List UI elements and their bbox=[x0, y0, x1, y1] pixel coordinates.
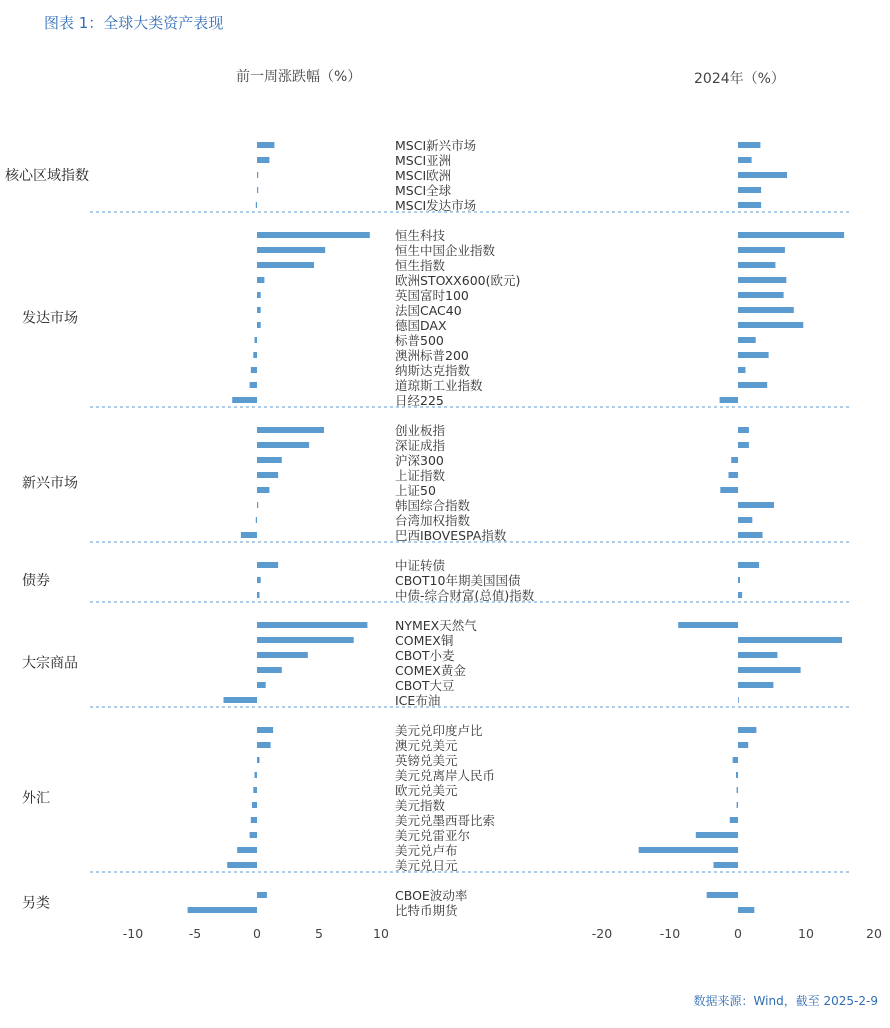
category-label: 美元兑离岸人民币 bbox=[395, 768, 496, 783]
category-label: 台湾加权指数 bbox=[395, 513, 471, 528]
category-label: 美元指数 bbox=[395, 798, 446, 813]
category-label: 美元兑卢布 bbox=[395, 843, 458, 858]
bar-week bbox=[257, 562, 278, 568]
bar-2024 bbox=[738, 727, 756, 733]
bar-2024 bbox=[738, 592, 742, 598]
tick-label: 0 bbox=[734, 926, 742, 941]
bar-2024 bbox=[738, 442, 749, 448]
bar-week bbox=[224, 697, 258, 703]
bar-2024 bbox=[738, 232, 844, 238]
bar-2024 bbox=[738, 682, 773, 688]
bar-2024 bbox=[738, 697, 739, 703]
bar-week bbox=[251, 817, 257, 823]
bar-week bbox=[257, 322, 261, 328]
bar-2024 bbox=[738, 172, 787, 178]
bar-week bbox=[256, 202, 257, 208]
group-label: 债券 bbox=[22, 573, 50, 589]
category-label: 美元兑墨西哥比索 bbox=[395, 813, 496, 828]
category-label: CBOE波动率 bbox=[395, 888, 468, 903]
bar-2024 bbox=[738, 157, 752, 163]
tick-label: 5 bbox=[315, 926, 323, 941]
category-label: CBOT小麦 bbox=[395, 648, 455, 663]
category-label: 韩国综合指数 bbox=[395, 498, 471, 513]
bar-2024 bbox=[738, 382, 767, 388]
category-label: 德国DAX bbox=[395, 318, 447, 333]
category-label: 美元兑日元 bbox=[395, 858, 458, 873]
bar-2024 bbox=[678, 622, 738, 628]
bar-week bbox=[241, 532, 257, 538]
bar-week bbox=[257, 472, 278, 478]
bar-2024 bbox=[738, 532, 763, 538]
bar-week bbox=[253, 352, 257, 358]
bar-2024 bbox=[731, 457, 738, 463]
bar-week bbox=[257, 292, 261, 298]
right-panel-title: 2024年（%） bbox=[694, 71, 785, 87]
category-label: COMEX铜 bbox=[395, 633, 454, 648]
category-label: 上证50 bbox=[395, 483, 436, 498]
bar-week bbox=[257, 487, 269, 493]
group-label: 核心区域指数 bbox=[5, 168, 89, 184]
bar-week bbox=[257, 142, 274, 148]
tick-label: 20 bbox=[866, 926, 882, 941]
bar-2024 bbox=[738, 292, 784, 298]
bar-2024 bbox=[738, 907, 754, 913]
group-label: 发达市场 bbox=[22, 310, 78, 327]
bar-week bbox=[237, 847, 257, 853]
category-label: 标普500 bbox=[395, 333, 444, 348]
category-label: COMEX黄金 bbox=[395, 663, 466, 678]
category-label: 欧洲STOXX600(欧元) bbox=[395, 273, 521, 288]
category-label: 恒生指数 bbox=[395, 258, 446, 273]
bar-week bbox=[257, 442, 309, 448]
bar-2024 bbox=[738, 337, 756, 343]
bar-2024 bbox=[738, 187, 761, 193]
category-label: ICE布油 bbox=[395, 693, 441, 708]
bar-2024 bbox=[639, 847, 738, 853]
bar-2024 bbox=[729, 472, 739, 478]
bar-week bbox=[250, 382, 257, 388]
bar-week bbox=[257, 577, 261, 583]
bar-2024 bbox=[738, 742, 748, 748]
bar-2024 bbox=[714, 862, 739, 868]
bar-2024 bbox=[738, 502, 774, 508]
bar-week bbox=[257, 307, 261, 313]
category-label: 中债-综合财富(总值)指数 bbox=[395, 588, 535, 603]
bar-2024 bbox=[738, 652, 777, 658]
bar-2024 bbox=[738, 202, 761, 208]
category-label: 美元兑印度卢比 bbox=[395, 723, 483, 738]
bar-2024 bbox=[738, 562, 759, 568]
bar-week bbox=[252, 802, 257, 808]
data-source-note: 数据来源：Wind，截至 2025-2-9 bbox=[693, 994, 878, 1008]
bar-2024 bbox=[738, 277, 786, 283]
category-label: 澳元兑美元 bbox=[395, 738, 458, 753]
bar-2024 bbox=[720, 487, 738, 493]
group-label: 大宗商品 bbox=[22, 655, 78, 672]
bar-week bbox=[257, 592, 260, 598]
bar-2024 bbox=[738, 247, 785, 253]
bar-2024 bbox=[738, 142, 760, 148]
bar-week bbox=[257, 742, 271, 748]
bar-week bbox=[257, 427, 324, 433]
bar-2024 bbox=[738, 667, 801, 673]
bar-2024 bbox=[738, 517, 752, 523]
bar-2024 bbox=[730, 817, 738, 823]
bar-2024 bbox=[738, 367, 746, 373]
category-label: 美元兑雷亚尔 bbox=[395, 828, 471, 843]
group-label: 新兴市场 bbox=[22, 475, 78, 492]
category-label: NYMEX天然气 bbox=[395, 618, 477, 633]
group-label: 外汇 bbox=[22, 790, 50, 807]
bar-week bbox=[255, 337, 258, 343]
tick-label: -10 bbox=[659, 926, 681, 941]
bar-week bbox=[257, 232, 370, 238]
tick-label: 10 bbox=[373, 926, 389, 941]
category-label: 恒生科技 bbox=[395, 228, 446, 243]
category-label: 恒生中国企业指数 bbox=[395, 243, 496, 258]
tick-label: 0 bbox=[253, 926, 261, 941]
category-label: 沪深300 bbox=[395, 453, 444, 468]
bar-week bbox=[253, 787, 257, 793]
bar-2024 bbox=[738, 322, 803, 328]
bar-week bbox=[257, 187, 258, 193]
category-label: MSCI发达市场 bbox=[395, 198, 477, 213]
bar-week bbox=[257, 757, 260, 763]
category-label: 法国CAC40 bbox=[395, 303, 462, 318]
bar-2024 bbox=[738, 637, 842, 643]
bar-2024 bbox=[738, 577, 740, 583]
bar-week bbox=[232, 397, 257, 403]
bar-week bbox=[257, 172, 258, 178]
bar-week bbox=[257, 262, 314, 268]
bar-week bbox=[257, 727, 273, 733]
tick-label: -20 bbox=[591, 926, 613, 941]
category-label: 中证转债 bbox=[395, 558, 446, 573]
category-label: 英国富时100 bbox=[395, 288, 469, 303]
tick-label: -5 bbox=[188, 926, 202, 941]
bar-week bbox=[257, 502, 258, 508]
bar-week bbox=[257, 682, 266, 688]
bar-week bbox=[257, 622, 367, 628]
bar-2024 bbox=[738, 427, 749, 433]
bar-2024 bbox=[733, 757, 738, 763]
bar-week bbox=[250, 832, 257, 838]
bar-2024 bbox=[737, 787, 738, 793]
category-label: MSCI全球 bbox=[395, 183, 452, 198]
bar-2024 bbox=[707, 892, 738, 898]
category-label: 上证指数 bbox=[395, 468, 446, 483]
group-label: 另类 bbox=[22, 895, 50, 912]
category-label: CBOT大豆 bbox=[395, 678, 455, 693]
category-label: 比特币期货 bbox=[395, 903, 458, 918]
bar-2024 bbox=[737, 802, 738, 808]
bar-week bbox=[257, 637, 354, 643]
bar-week bbox=[257, 457, 282, 463]
bar-week bbox=[188, 907, 257, 913]
bar-week bbox=[257, 667, 282, 673]
category-label: 日经225 bbox=[395, 393, 444, 408]
bar-2024 bbox=[720, 397, 738, 403]
tick-label: 10 bbox=[798, 926, 814, 941]
bar-2024 bbox=[738, 262, 775, 268]
category-label: 澳洲标普200 bbox=[395, 348, 469, 363]
category-label: MSCI欧洲 bbox=[395, 168, 452, 183]
bar-week bbox=[256, 517, 257, 523]
category-label: 创业板指 bbox=[395, 423, 446, 438]
category-label: MSCI新兴市场 bbox=[395, 138, 477, 153]
category-label: 纳斯达克指数 bbox=[395, 363, 471, 378]
bar-week bbox=[257, 652, 308, 658]
category-label: CBOT10年期美国国债 bbox=[395, 573, 521, 588]
category-label: MSCI亚洲 bbox=[395, 153, 452, 168]
category-label: 深证成指 bbox=[395, 438, 446, 453]
tick-label: -10 bbox=[122, 926, 144, 941]
bar-week bbox=[257, 892, 267, 898]
bar-week bbox=[227, 862, 257, 868]
bar-2024 bbox=[696, 832, 738, 838]
bar-week bbox=[257, 157, 269, 163]
bar-2024 bbox=[738, 307, 794, 313]
category-label: 英镑兑美元 bbox=[395, 753, 458, 768]
category-label: 道琼斯工业指数 bbox=[395, 378, 483, 393]
left-panel-title: 前一周涨跌幅（%） bbox=[236, 69, 362, 85]
bar-week bbox=[257, 277, 264, 283]
category-label: 欧元兑美元 bbox=[395, 783, 458, 798]
bar-week bbox=[255, 772, 258, 778]
category-label: 巴西IBOVESPA指数 bbox=[395, 528, 507, 543]
bar-2024 bbox=[736, 772, 738, 778]
bar-week bbox=[251, 367, 257, 373]
chart-title: 图表 1：全球大类资产表现 bbox=[44, 14, 224, 32]
bar-week bbox=[257, 247, 325, 253]
bar-2024 bbox=[738, 352, 769, 358]
